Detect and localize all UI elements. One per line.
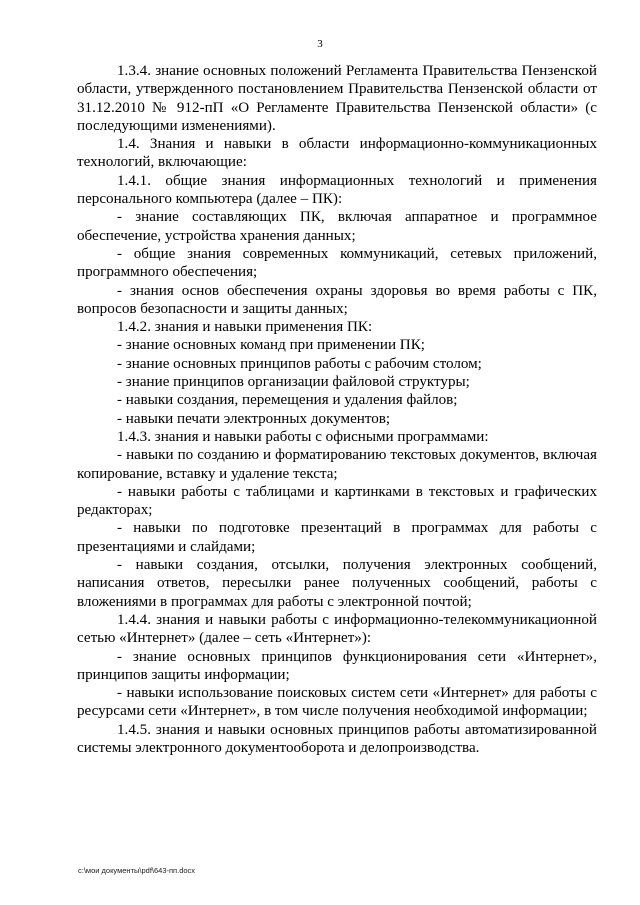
page-number: 3 xyxy=(317,38,323,50)
paragraph-1-4-4: 1.4.4. знания и навыки работы с информационно-телекоммуникационной сетью «Интернет» (далее – сеть «Интернет»): xyxy=(77,611,597,647)
list-item-1-4-2-a: - знание основных команд при применении ПК; xyxy=(117,337,425,354)
paragraph-1-4-2: 1.4.2. знания и навыки применения ПК: xyxy=(117,319,373,336)
list-item-1-4-2-c: - знание принципов организации файловой структуры; xyxy=(117,374,470,391)
list-item-1-4-1-b: - общие знания современных коммуникаций, сетевых приложений, программного обеспечения; xyxy=(77,245,597,281)
list-item-1-4-3-c: - навыки по подготовке презентаций в программах для работы с презентациями и слайдами; xyxy=(77,520,597,555)
list-item-1-4-4-a: - знание основных принципов функционирования сети «Интернет», принципов защиты информации; xyxy=(77,648,597,683)
list-item-1-4-2-b: - знание основных принципов работы с рабочим столом; xyxy=(117,355,482,372)
list-item-1-4-1-a: - знание составляющих ПК, включая аппаратное и программное обеспечение, устройства хранения данных; xyxy=(77,209,597,244)
paragraph-1-4-3: 1.4.3. знания и навыки работы с офисными программами: xyxy=(117,428,489,445)
paragraph-1-4-5: 1.4.5. знания и навыки основных принципов работы автоматизированной системы электронного документооборота и делопроизводства. xyxy=(77,721,597,756)
document-body xyxy=(77,62,597,757)
list-item-1-4-4-b: - навыки использование поисковых систем сети «Интернет» для работы с ресурсами сети «Интернет», в том числе получения необходимой информации; xyxy=(77,685,597,720)
list-item-1-4-1-c: - знания основ обеспечения охраны здоровья во время работы с ПК, вопросов безопасности и защиты данных; xyxy=(77,282,597,317)
paragraph-1-4-1: 1.4.1. общие знания информационных технологий и применения персонального компьютера (далее – ПК): xyxy=(77,172,597,208)
paragraph-1-4: 1.4. Знания и навыки в области информационно-коммуникационных технологий, включающие: xyxy=(77,136,597,171)
list-item-1-4-3-d: - навыки создания, отсылки, получения электронных сообщений, написания ответов, пересылки ранее полученных сообщений, работы с вложениями в программах для работы с электронной почтой; xyxy=(77,557,597,610)
list-item-1-4-3-b: - навыки работы с таблицами и картинками в текстовых и графических редакторах; xyxy=(77,483,597,519)
list-item-1-4-2-e: - навыки печати электронных документов; xyxy=(117,410,391,427)
list-item-1-4-3-a: - навыки по созданию и форматированию текстовых документов, включая копирование, вставку и удаление текста; xyxy=(77,447,597,482)
paragraph-1-3-4: 1.3.4. знание основных положений Регламента Правительства Пензенской области, утвержденного постановлением Правительства Пензенской области от 31.12.2010 № 912-пП «О Регламенте Правительства Пензенской области» (с последующими изменениями). xyxy=(77,63,597,134)
footer-file-path: c:\мои документы\pdf\643-пп.docx xyxy=(78,866,196,875)
list-item-1-4-2-d: - навыки создания, перемещения и удаления файлов; xyxy=(117,392,458,409)
